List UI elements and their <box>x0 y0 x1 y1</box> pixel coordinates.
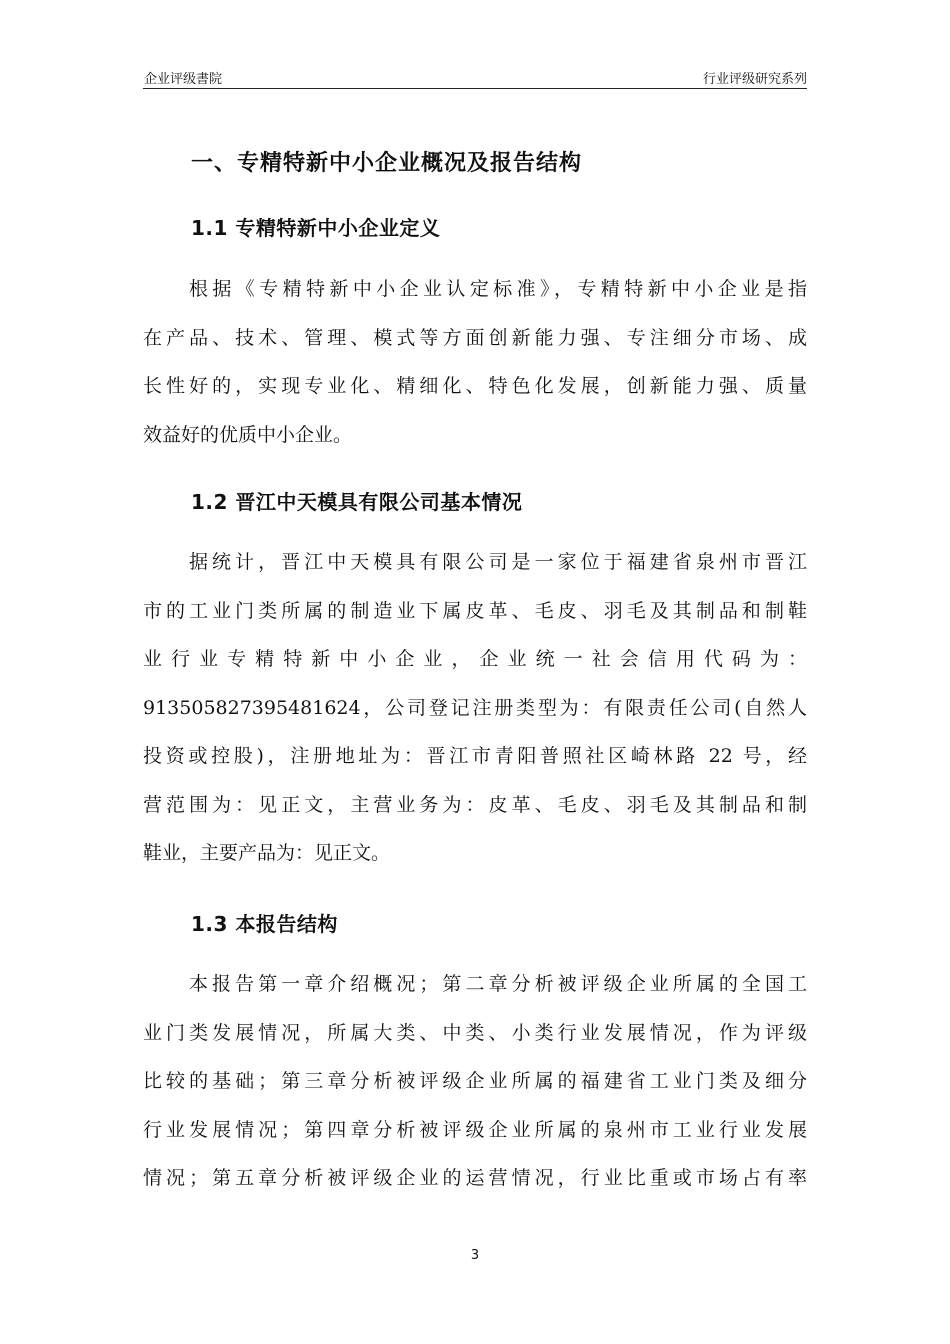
paragraph-line: 比较的基础；第三章分析被评级企业所属的福建省工业门类及细分 <box>143 1070 807 1092</box>
paragraph-line: 鞋业，主要产品为：见正文。 <box>143 842 391 864</box>
paragraph-line: 情况；第五章分析被评级企业的运营情况，行业比重或市场占有率 <box>143 1167 807 1189</box>
paragraph-line: 据统计，晋江中天模具有限公司是一家位于福建省泉州市晋江 <box>189 551 807 573</box>
chapter-title: 一、专精特新中小企业概况及报告结构 <box>191 151 583 176</box>
paragraph-line: 投资或控股)，注册地址为：晋江市青阳普照社区崎林路 22 号，经 <box>143 745 807 767</box>
paragraph-line: 根据《专精特新中小企业认定标准》，专精特新中小企业是指 <box>189 278 807 300</box>
section-heading-1-3: 1.3 本报告结构 <box>191 912 338 936</box>
paragraph-line: 长性好的，实现专业化、精细化、特色化发展，创新能力强、质量 <box>143 375 807 397</box>
paragraph-line: 业行业专精特新中小企业，企业统一社会信用代码为： <box>143 648 807 670</box>
section-heading-1-2: 1.2 晋江中天模具有限公司基本情况 <box>191 490 523 514</box>
section-1-3-paragraph <box>143 960 807 1203</box>
paragraph-line: 市的工业门类所属的制造业下属皮革、毛皮、羽毛及其制品和制鞋 <box>143 599 807 622</box>
section-1-1-paragraph <box>143 265 807 459</box>
paragraph-line: 本报告第一章介绍概况；第二章分析被评级企业所属的全国工 <box>189 973 807 995</box>
header-right-text: 行业评级研究系列 <box>702 72 807 87</box>
page-header <box>143 66 807 89</box>
paragraph-line: 行业发展情况；第四章分析被评级企业所属的泉州市工业行业发展 <box>143 1118 807 1141</box>
header-left-text: 企业评级書院 <box>144 72 223 87</box>
section-heading-1-1: 1.1 专精特新中小企业定义 <box>191 216 441 240</box>
paragraph-line: 营范围为：见正文，主营业务为：皮革、毛皮、羽毛及其制品和制 <box>143 793 807 816</box>
section-1-2-paragraph <box>143 538 807 878</box>
paragraph-line: 在产品、技术、管理、模式等方面创新能力强、专注细分市场、成 <box>143 326 807 349</box>
paragraph-line: 913505827395481624，公司登记注册类型为：有限责任公司(自然人 <box>143 696 807 719</box>
paragraph-line: 业门类发展情况，所属大类、中类、小类行业发展情况，作为评级 <box>143 1021 807 1044</box>
page-number: 3 <box>470 1248 480 1263</box>
paragraph-line: 效益好的优质中小企业。 <box>143 423 353 446</box>
